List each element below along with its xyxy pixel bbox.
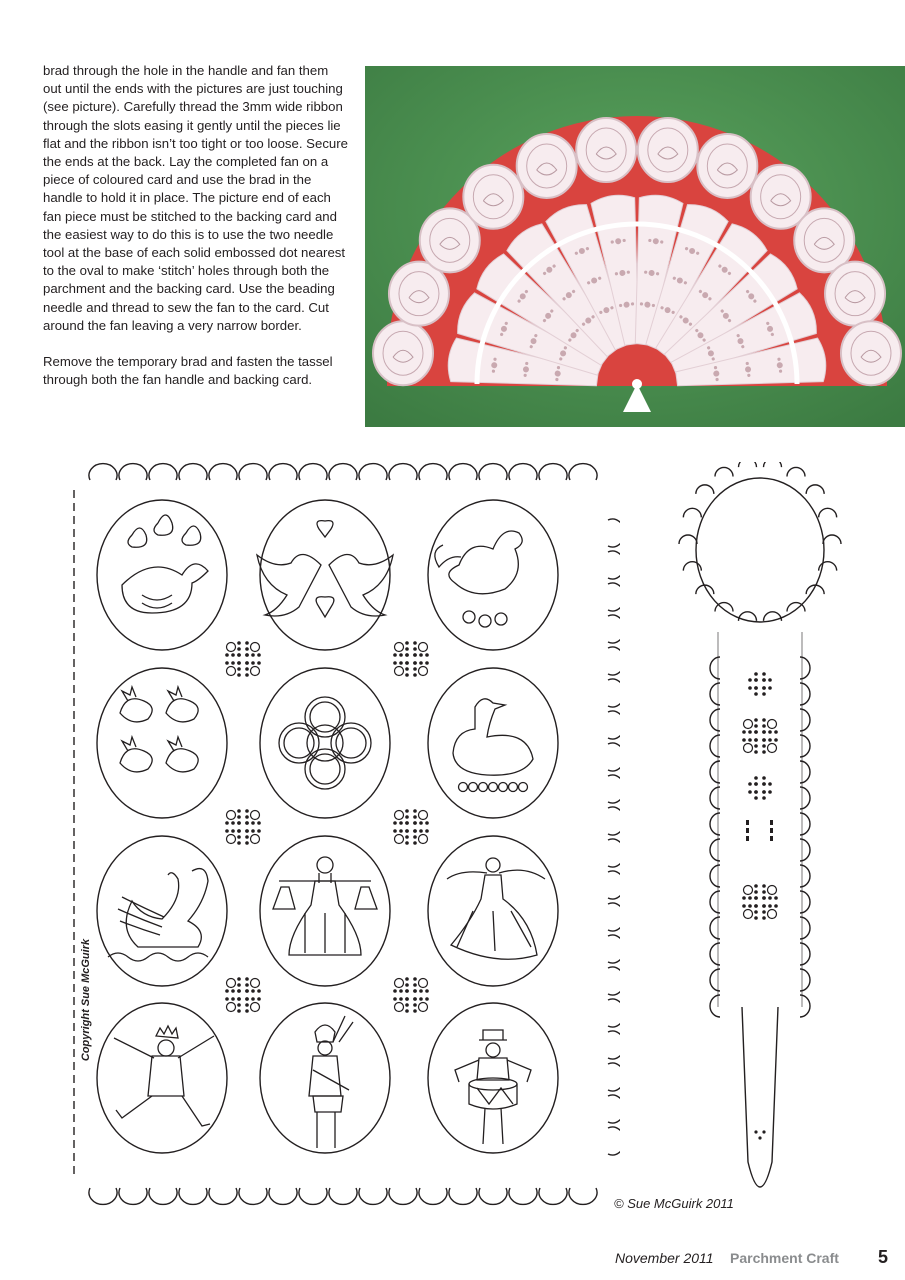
motif-oval-ten-lords-a-leaping	[97, 1003, 227, 1153]
scalloped-border	[74, 464, 620, 1205]
handle-pricking-grid	[742, 884, 778, 920]
page-footer	[0, 1248, 905, 1272]
handle-scallops	[679, 462, 841, 621]
motif-oval-two-turtle-doves	[257, 500, 393, 650]
magazine-title: Parchment Craft	[730, 1250, 839, 1266]
ribbon-slots	[746, 820, 773, 841]
motif-oval-twelve-drummers-drumming	[428, 1003, 558, 1153]
motif-oval-nine-ladies-dancing	[428, 836, 558, 986]
handle-pricking-grid	[748, 776, 772, 800]
handle-scroll-edge	[710, 657, 810, 1017]
fan-pieces-pattern	[60, 458, 620, 1218]
issue-date: November 2011	[615, 1250, 714, 1266]
pricking-grid	[225, 977, 261, 1013]
pricking-grid	[393, 641, 429, 677]
fan-handle-pattern	[670, 462, 850, 1212]
motif-oval-eight-maids-a-milking	[260, 836, 390, 986]
motif-oval-seven-swans-a-swimming	[97, 836, 227, 986]
pattern-credit: © Sue McGuirk 2011	[614, 1196, 734, 1211]
article-body	[43, 62, 348, 407]
handle-oval	[696, 478, 824, 622]
motif-oval-eleven-pipers-piping	[260, 1003, 390, 1153]
handle-blade	[742, 1007, 778, 1187]
motif-oval-six-geese-a-laying	[428, 668, 558, 818]
brad-hole	[754, 1130, 765, 1139]
motif-oval-three-french-hens	[428, 500, 558, 650]
motif-oval-four-calling-birds	[97, 668, 227, 818]
paragraph-instructions: brad through the hole in the handle and fan them out until the ends with the pictures are just touching (see picture). Carefully thread the 3mm wide ribbon through the slots easing it gently until the pieces lie flat and the ribbon isn’t too tight or too loose. Secure the ends at the back. Lay the completed fan on a piece of coloured card and use the brad in the handle to hold it in place. The picture end of each fan piece must be stitched to the backing card and the easiest way to do this is to use the two needle tool at the base of each solid embossed dot nearest to the oval to make ‘stitch’ holes through both the parchment and the backing card. Use the beading needle and thread to sew the fan to the card. Cut around the fan leaving a very narrow border.	[43, 63, 348, 333]
pricking-grid	[225, 641, 261, 677]
motif-oval-partridge-pear-tree	[97, 500, 227, 650]
pricking-grid	[225, 809, 261, 845]
pricking-grid	[393, 809, 429, 845]
pricking-grid	[393, 977, 429, 1013]
handle-pricking-grid	[748, 672, 772, 696]
paragraph-tassel: Remove the temporary brad and fasten the tassel through both the fan handle and backing card.	[43, 354, 333, 388]
handle-pricking-grid	[742, 718, 778, 754]
motif-oval-five-gold-rings	[260, 668, 390, 818]
vertical-copyright: Copyright Sue McGuirk	[80, 938, 92, 1062]
page-number: 5	[878, 1247, 889, 1267]
finished-fan-photo	[365, 66, 905, 427]
